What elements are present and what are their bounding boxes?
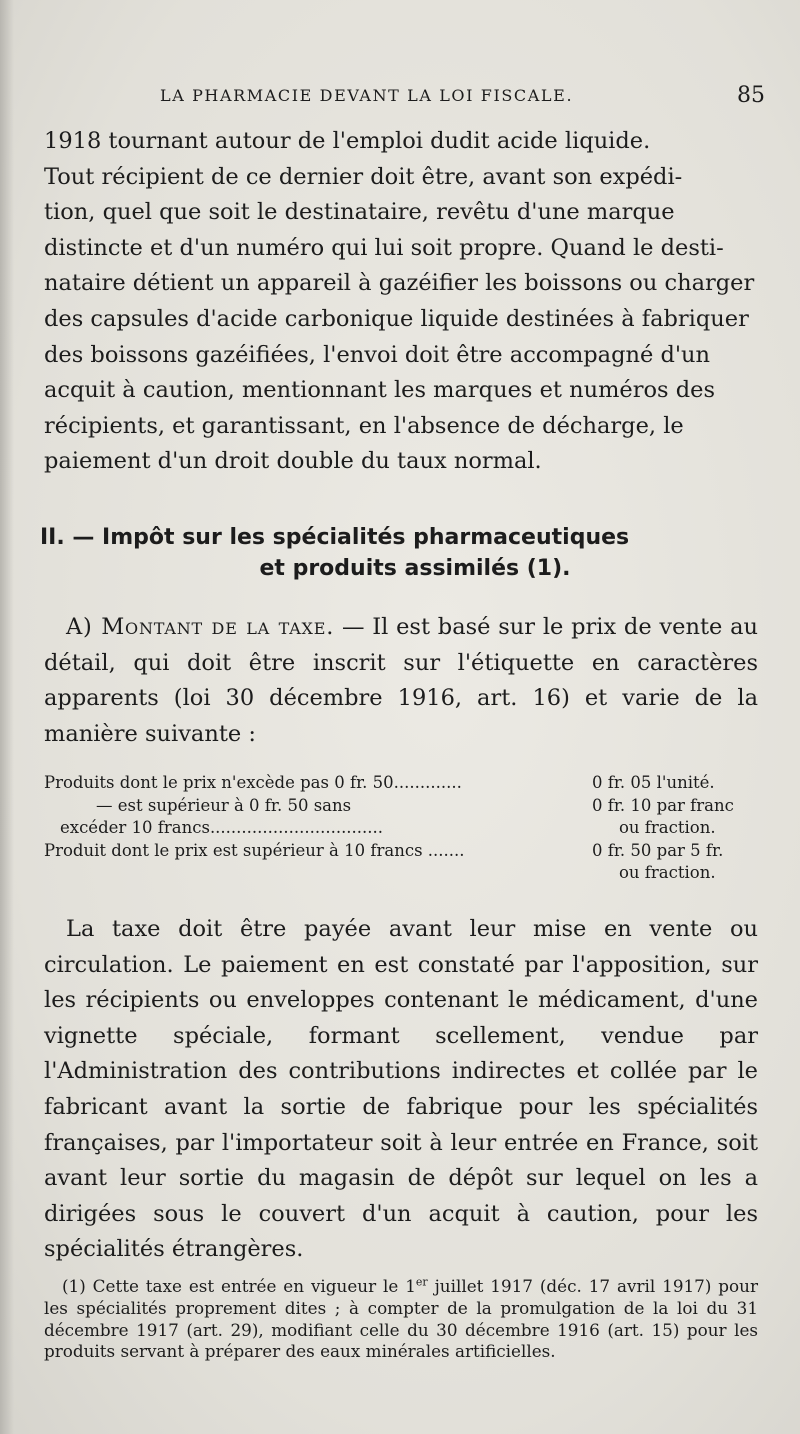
text-line: 1918 tournant autour de l'emploi dudit acide liquide. [44,128,651,154]
tariff-row [44,817,758,840]
tariff-table [44,772,758,885]
text-line: récipients, et garantissant, en l'absence de décharge, le [44,412,684,439]
footnote-marker: (1) [62,1276,86,1296]
text-line: des capsules d'acide carbonique liquide destinées à fabriquer [44,305,749,332]
tariff-value: ou fraction. [619,863,716,882]
text-line: paiement d'un droit double du taux normal. [44,448,542,475]
footnote [44,1276,758,1363]
tariff-value: 0 fr. 05 l'unité. [592,773,715,792]
paragraph-text: — Il est basé sur le prix de vente au détail, qui doit être inscrit sur l'étiquette en caractères apparents (loi 30 décembre 1916, art. 16) et varie de la manière suivante : [44,614,758,747]
text-line: distincte et d'un numéro qui lui soit propre. Quand le desti- [44,234,724,261]
footnote-text: Cette taxe est entrée en vigueur le 1 [85,1276,416,1296]
text-line: tion, quel que soit le destinataire, revêtu d'une marque [44,199,675,226]
tariff-row [44,862,758,885]
text-line: des boissons gazéifiées, l'envoi doit être accompagné d'un [44,341,711,368]
paragraph-carbonic-acid [44,124,758,480]
paragraph-tax-amount [44,610,758,752]
page-header [40,83,765,114]
text-line: Tout récipient de ce dernier doit être, avant son expédi- [44,163,683,190]
tariff-row [44,840,758,863]
tariff-row [44,772,758,795]
tariff-label: Produits dont le prix n'excède pas 0 fr. 50............. [44,773,462,792]
running-title: LA PHARMACIE DEVANT LA LOI FISCALE. [160,86,574,105]
subsection-lead: A) Montant de la taxe. [66,614,335,640]
tariff-label: Produit dont le prix est supérieur à 10 francs ....... [44,840,465,860]
paragraph-text: La taxe doit être payée avant leur mise en vente ou circulation. Le paiement en est constaté par l'apposition, sur les récipients ou enveloppes contenant le médicament, d'une vignette spéciale, formant scellement, vendue par l'Administration des contributions indirectes et collée par le fabricant avant la sortie de fabrique pour les spécialités françaises, par l'importateur soit à leur entrée en France, soit avant leur sortie du magasin de dépôt sur lequel on les a dirigées sous le couvert d'un acquit à caution, pour les spécialités étrangères. [44,916,758,1263]
section-heading-line-2: et produits assimilés (1). [259,556,571,581]
footnote-text: juillet 1917 (déc. 17 avril 1917) pour les spécialités proprement dites ; à compter de la promulgation de la loi du 31 décembre 1917 (art. 29), modifiant celle du 30 décembre 1916 (art. 15) pour les produits servant à préparer des eaux minérales artificielles. [44,1276,758,1362]
tariff-value: ou fraction. [619,818,716,837]
text-line: nataire détient un appareil à gazéifier les boissons ou charger [44,270,755,297]
tariff-label: — est supérieur à 0 fr. 50 sans [96,795,352,815]
tariff-label: excéder 10 francs................................. [60,818,384,837]
section-heading-line-1: II. — Impôt sur les spécialités pharmaceutiques [40,525,630,550]
tariff-value: 0 fr. 50 par 5 fr. [592,840,724,860]
page-number: 85 [737,83,765,108]
text-line: acquit à caution, mentionnant les marques et numéros des [44,377,715,404]
tariff-value: 0 fr. 10 par franc [592,795,734,815]
tariff-row [44,795,758,818]
paragraph-payment [44,912,758,1268]
section-heading [40,522,760,584]
footnote-superscript: er [415,1275,428,1289]
page-shadow-edge [0,0,14,1434]
